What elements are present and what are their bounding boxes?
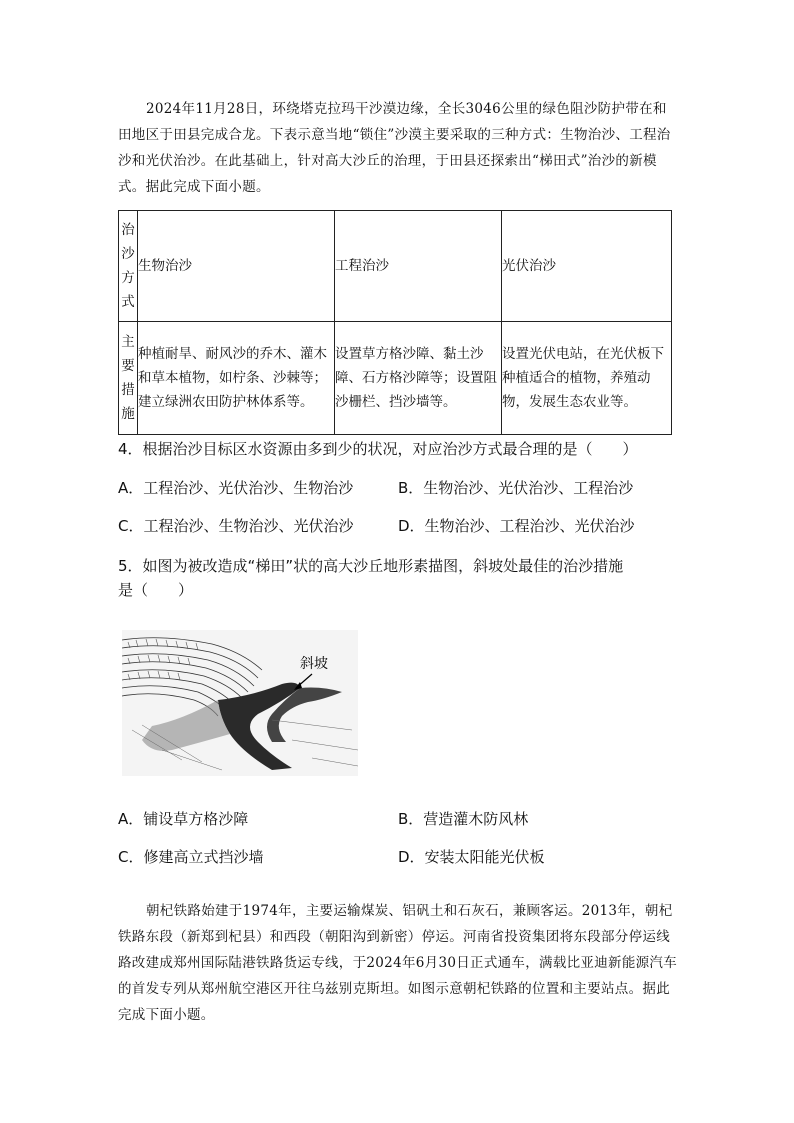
method-biological: 生物治沙 — [138, 211, 335, 322]
header-cell-measures — [119, 322, 138, 435]
measure-char: 主 — [121, 334, 135, 350]
question-5-stem-line2: 是（ ） — [118, 581, 194, 599]
measure-char: 措 — [121, 382, 135, 398]
q5-option-d[interactable]: D．安装太阳能光伏板 — [398, 848, 545, 866]
header-char: 治 — [121, 222, 135, 238]
measure-engineering: 设置草方格沙障、黏土沙障、石方格沙障等；设置阻沙栅栏、挡沙墙等。 — [335, 322, 502, 435]
measure-photovoltaic: 设置光伏电站，在光伏板下种植适合的植物，养殖动物，发展生态农业等。 — [502, 322, 672, 435]
q4-option-d[interactable]: D．生物治沙、工程治沙、光伏治沙 — [398, 517, 635, 535]
passage-2: 朝杞铁路始建于1974年，主要运输煤炭、铝矾土和石灰石，兼顾客运。2013年，朝杞铁路东段（新郑到杞县）和西段（朝阳沟到新密）停运。河南省投资集团将东段部分停运线路改建成郑州国际陆港铁路货运专线，于2024年6月30日正式通车，满载比亚迪新能源汽车的首发专列从郑州航空港区开往乌兹别克斯坦。如图示意朝杞铁路的位置和主要站点。据此完成下面小题。 — [118, 903, 678, 1023]
slope-label: 斜坡 — [300, 656, 328, 672]
terraced-dune-sketch — [122, 630, 358, 776]
sand-control-table — [118, 210, 672, 435]
question-4-stem: 4．根据治沙目标区水资源由多到少的状况，对应治沙方式最合理的是（ ） — [118, 440, 638, 458]
header-cell-method-type — [119, 211, 138, 322]
passage-1: 2024年11月28日，环绕塔克拉玛干沙漠边缘，全长3046公里的绿色阻沙防护带在和田地区于田县完成合龙。下表示意当地“锁住”沙漠主要采取的三种方式：生物治沙、工程治沙和光伏治沙。在此基础上，针对高大沙丘的治理，于田县还探索出“梯田式”治沙的新模式。据此完成下面小题。 — [118, 101, 671, 195]
method-photovoltaic: 光伏治沙 — [502, 211, 672, 322]
method-engineering: 工程治沙 — [335, 211, 502, 322]
q4-option-b[interactable]: B．生物治沙、光伏治沙、工程治沙 — [398, 479, 634, 497]
measure-biological: 种植耐旱、耐风沙的乔木、灌木和草本植物，如柠条、沙棘等；建立绿洲农田防护林体系等。 — [138, 322, 335, 435]
header-char: 沙 — [121, 246, 135, 262]
q4-option-c[interactable]: C．工程治沙、生物治沙、光伏治沙 — [118, 517, 354, 535]
question-5-stem-line1: 5．如图为被改造成“梯田”状的高大沙丘地形素描图，斜坡处最佳的治沙措施 — [118, 557, 624, 575]
q4-option-a[interactable]: A．工程治沙、光伏治沙、生物治沙 — [118, 479, 354, 497]
q5-option-c[interactable]: C．修建高立式挡沙墙 — [118, 848, 264, 866]
measure-char: 要 — [121, 358, 135, 374]
measure-char: 施 — [121, 406, 135, 422]
header-char: 式 — [121, 294, 135, 310]
q5-option-b[interactable]: B．营造灌木防风林 — [398, 810, 529, 828]
q5-option-a[interactable]: A．铺设草方格沙障 — [118, 810, 249, 828]
header-char: 方 — [121, 270, 135, 286]
